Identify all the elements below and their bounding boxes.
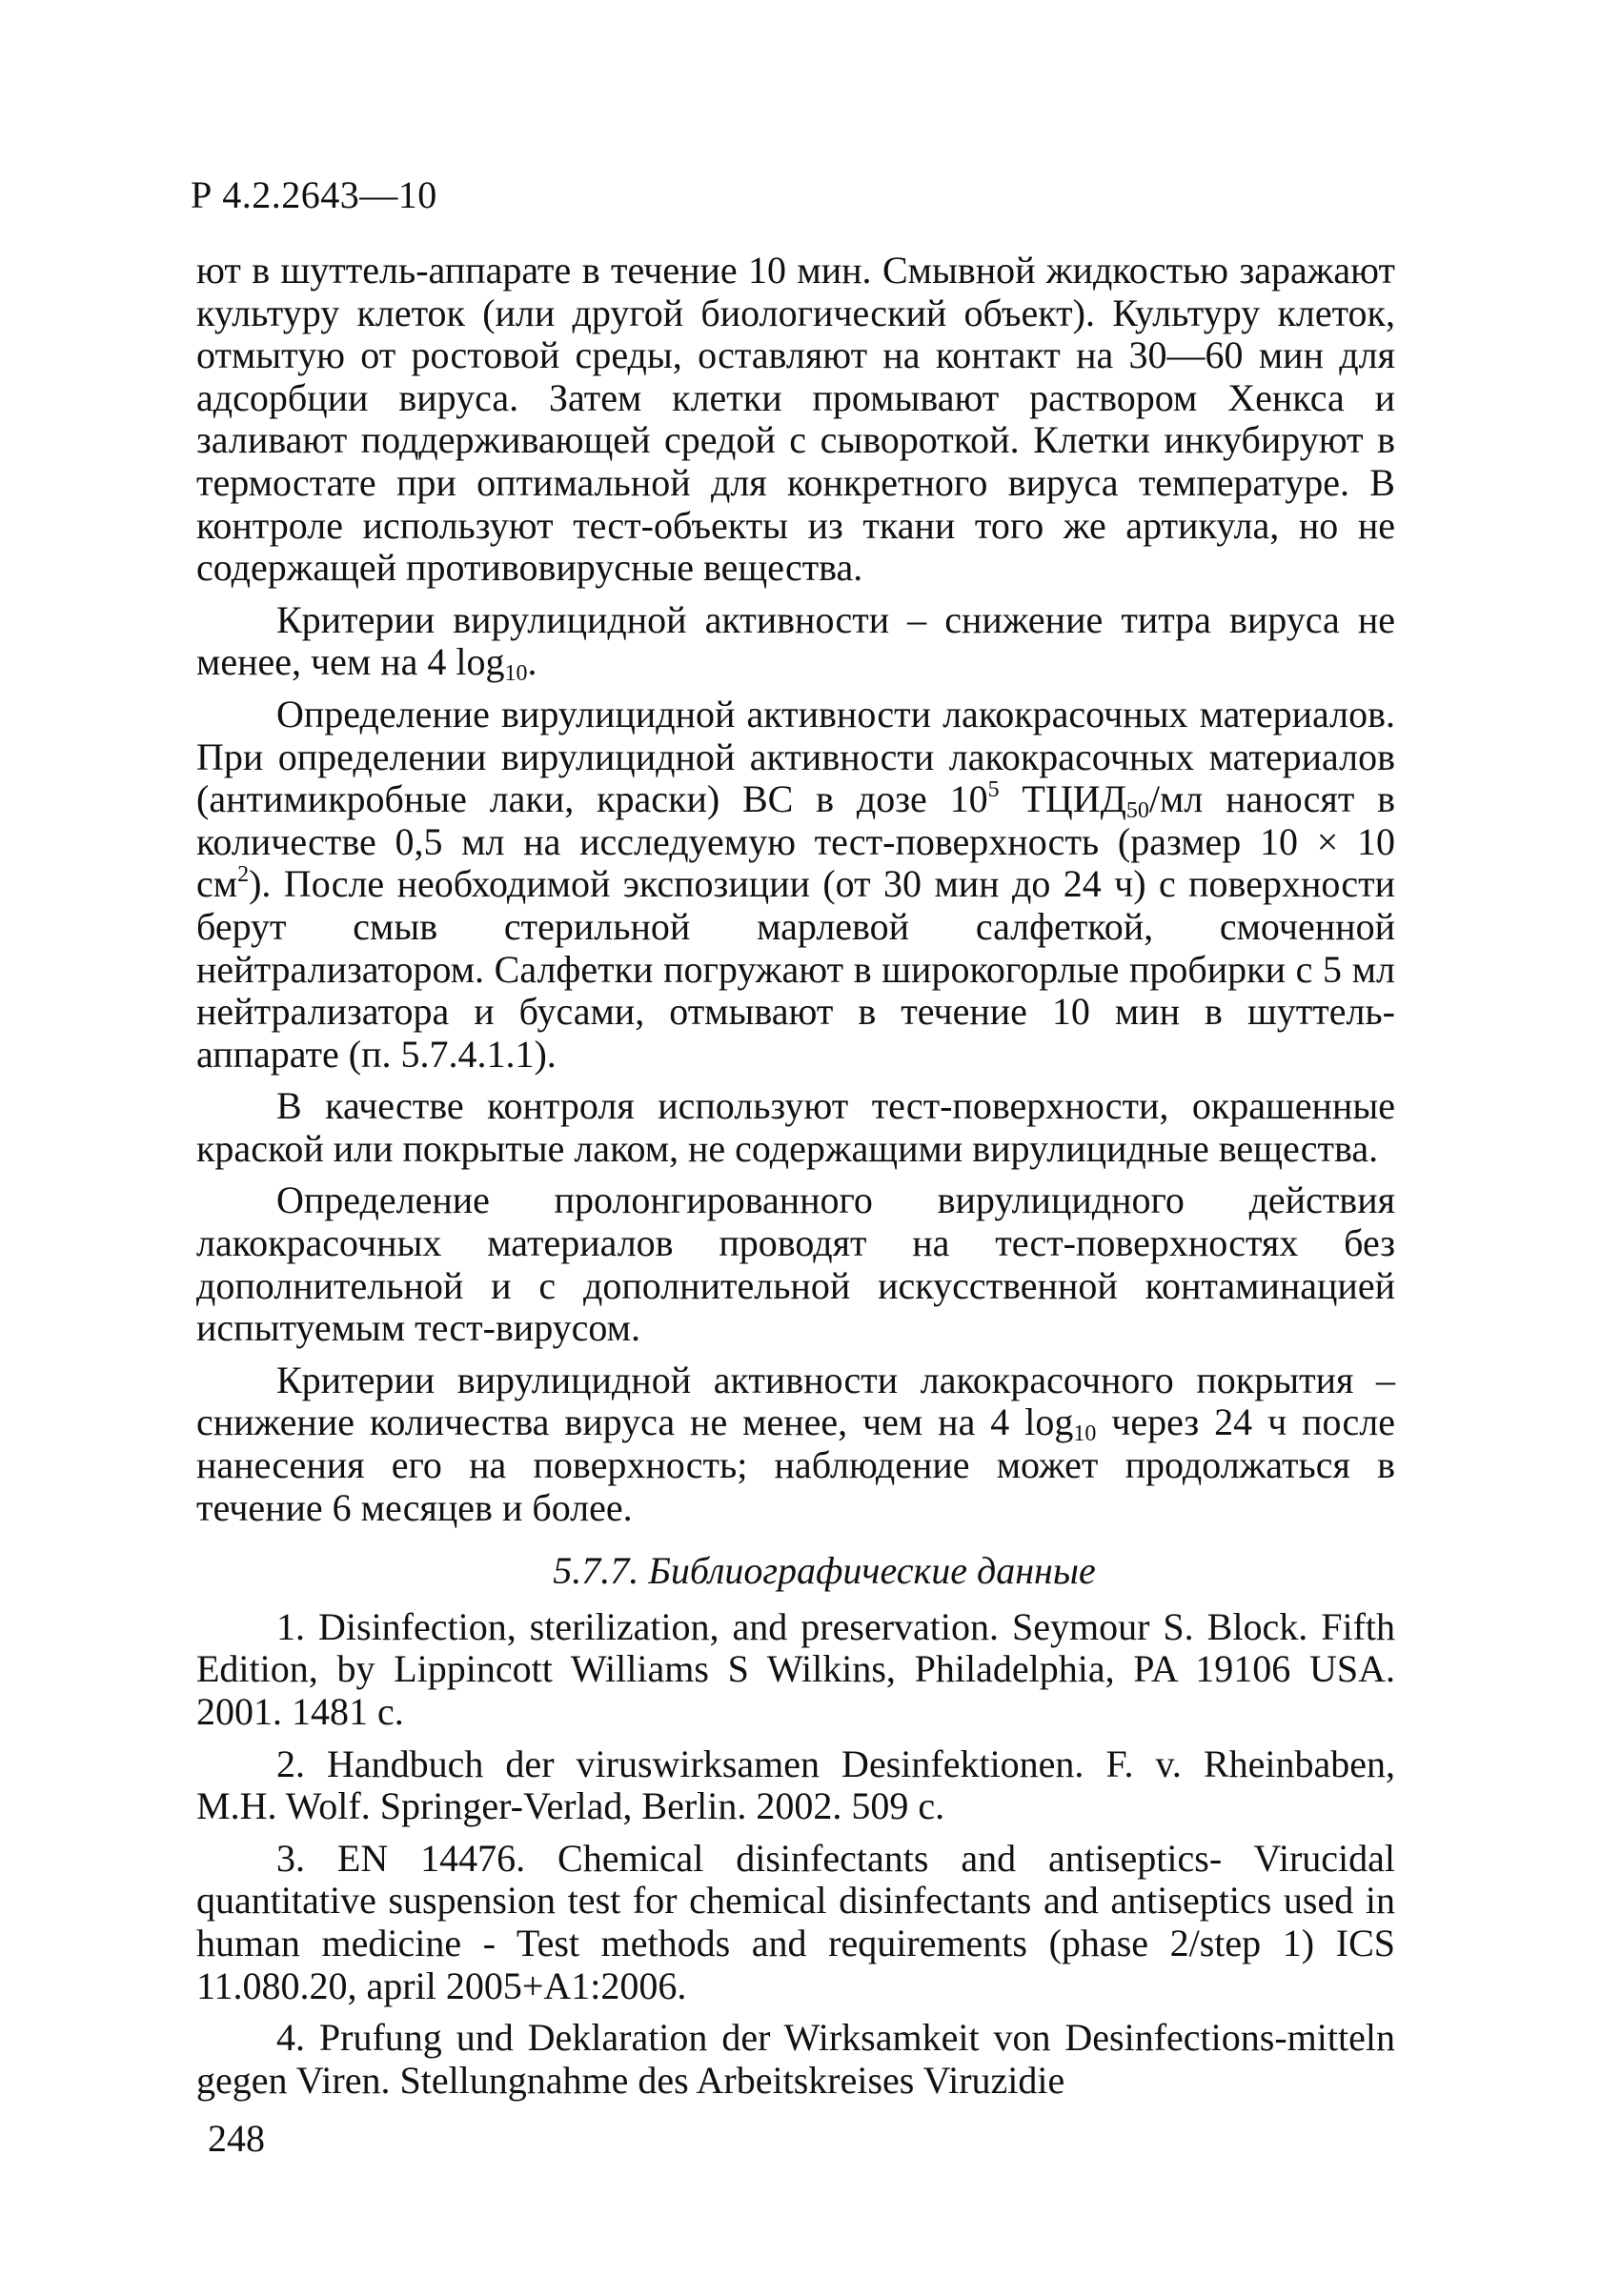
paint-text-b: ТЦИД — [999, 777, 1126, 821]
bibliography-item: 2. Handbuch der viruswirksamen Desinfektionen. F. v. Rheinbaben, M.H. Wolf. Springer-Verlad, Berlin. 2002. 509 c. — [196, 1742, 1395, 1828]
paragraph-control: В качестве контроля используют тест-поверхности, окрашенные краской или покрытые лаком, не содержащими вирулицидные вещества. — [196, 1084, 1395, 1170]
coating-text-b: через 24 ч после нанесения его на поверхность; наблюдение может продолжаться в течение 6 месяцев и более. — [196, 1400, 1396, 1529]
section-heading-bibliography: 5.7.7. Библиографические данные — [553, 1549, 1096, 1593]
paragraph-prolonged-action: Определение пролонгированного вирулицидного действия лакокрасочных материалов проводят на тест-поверхностях без дополнительной и с дополнительной искусственной контаминацией испытуемым тест-вирусом. — [196, 1178, 1395, 1350]
bibliography-item: 1. Disinfection, sterilization, and preservation. Seymour S. Block. Fifth Edition, by Lippincott Williams S Wilkins, Philadelphia, PA 19106 USA. 2001. 1481 c. — [196, 1604, 1395, 1733]
tcid-subscript: 50 — [1125, 798, 1149, 824]
criteria-end: . — [527, 640, 537, 684]
area-exponent: 2 — [237, 862, 250, 888]
dose-exponent: 5 — [987, 777, 1000, 803]
paragraph-criteria-virucidal — [196, 597, 1395, 687]
paragraph-continued: ют в шуттель-аппарате в течение 10 мин. Смывной жидкостью заражают культуру клеток (или другой биологический объект). Культуру клеток, отмытую от ростовой среды, оставляют на контакт на 30—60 мин для адсорбции вируса. Затем клетки промывают раствором Хенкса и заливают поддерживающей средой с сывороткой. Клетки инкубируют в термостате при оптимальной для конкретного вируса температуре. В контроле используют тест-объекты из ткани того же артикула, но не содержащей противовирусные вещества. — [196, 249, 1395, 590]
criteria-text: Критерии вирулицидной активности – снижение титра вируса не менее, чем на 4 log — [196, 597, 1395, 684]
paragraph-coating-criteria — [196, 1359, 1395, 1529]
paint-text-a: Определение вирулицидной активности лакокрасочных материалов. При определении вирулицидной активности лакокрасочных материалов (антимикробные лаки, краски) ВС в дозе 10 — [196, 692, 1395, 821]
coating-log-subscript: 10 — [1073, 1421, 1097, 1447]
paint-text-d: ). После необходимой экспозиции (от 30 мин до 24 ч) с поверхности берут смыв стерильной марлевой салфеткой, смоченной нейтрализатором. Салфетки погружают в широкогорлые пробирки с 5 мл нейтрализатора и бусами, отмывают в течение 10 мин в шуттель-аппарате (п. 5.7.4.1.1). — [196, 862, 1395, 1076]
page-content — [196, 250, 1395, 2102]
log-subscript: 10 — [504, 661, 528, 687]
document-code-header: Р 4.2.2643—10 — [191, 173, 437, 216]
bibliography-item: 4. Prufung und Deklaration der Wirksamkeit von Desinfections-mitteln gegen Viren. Stellungnahme des Arbeitskreises Viruzidie — [196, 2016, 1395, 2102]
bibliography-item: 3. EN 14476. Chemical disinfectants and antiseptics- Virucidal quantitative suspension test for chemical disinfectants and antiseptics used in human medicine - Test methods and requirements (phase 2/step 1) ICS 11.080.20, april 2005+A1:2006. — [196, 1836, 1395, 2007]
paragraph-paint-materials — [196, 694, 1395, 1076]
paint-text-c: /мл наносят в количестве 0,5 мл на исследуемую тест-поверхность (размер 10 × 10 см — [196, 777, 1395, 906]
coating-text-a: Критерии вирулицидной активности лакокрасочного покрытия – снижение количества вируса не менее, чем на 4 log — [196, 1358, 1395, 1444]
page-number: 248 — [208, 2117, 265, 2160]
